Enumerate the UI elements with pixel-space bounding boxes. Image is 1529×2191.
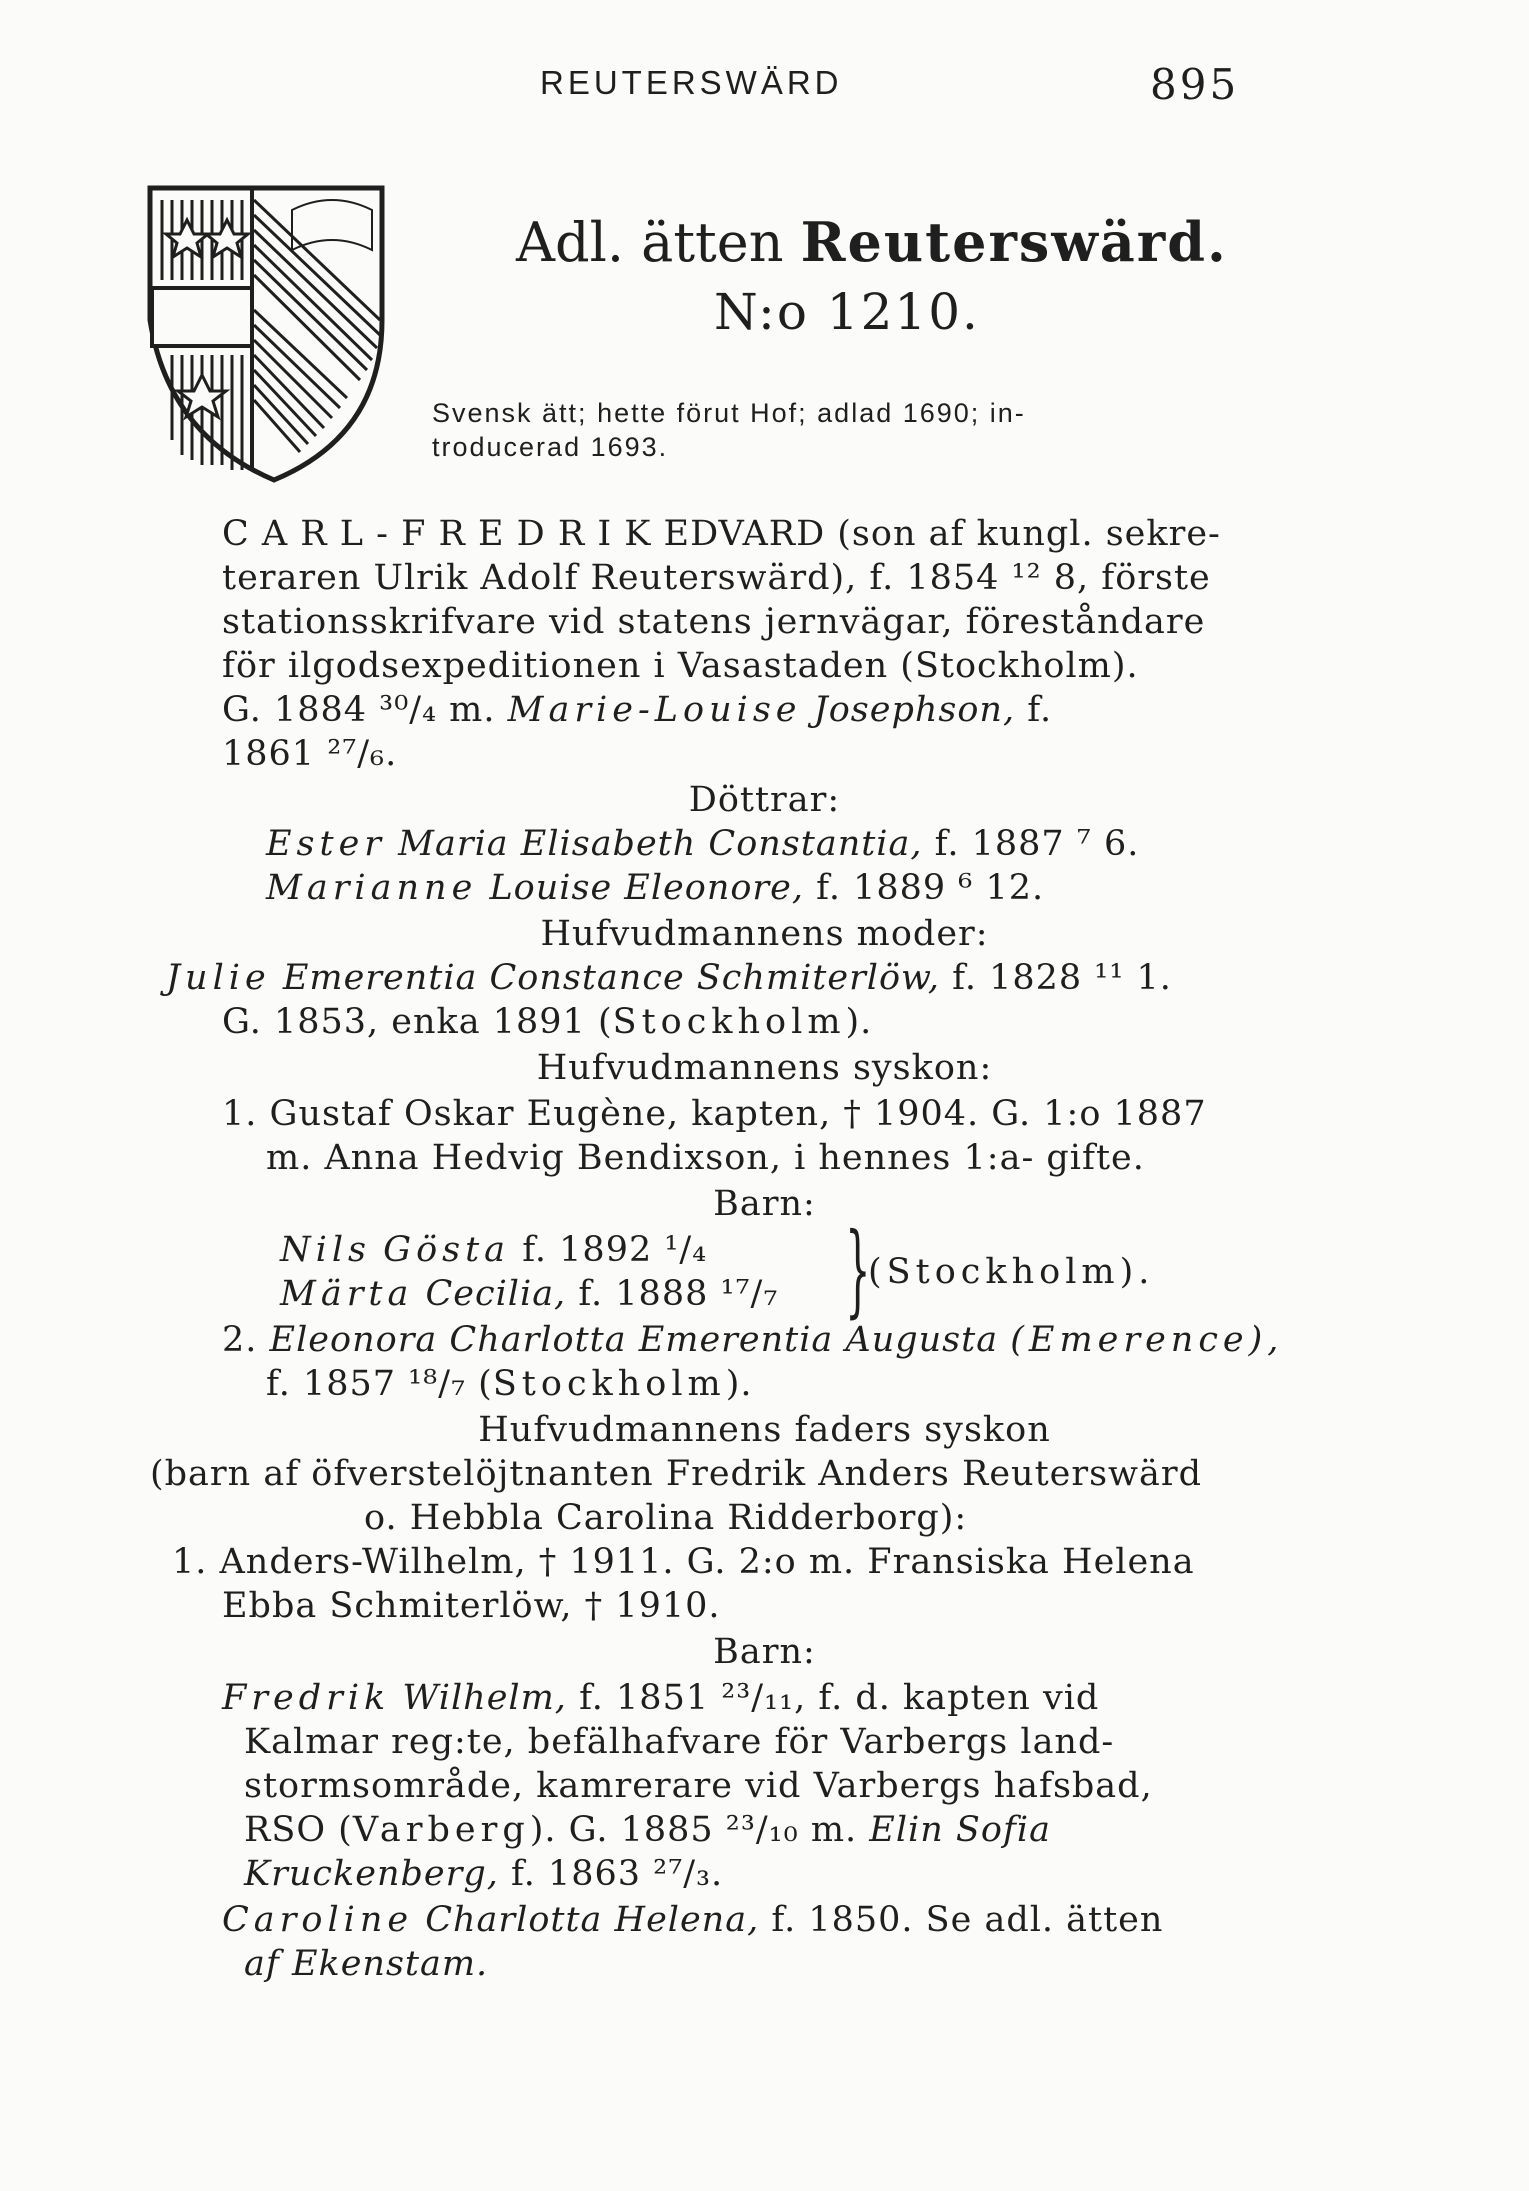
family-number: N:o 1210.: [714, 283, 980, 341]
text-span: f. 1857 ¹⁸/₇ (: [266, 1364, 493, 1404]
family-name: Reuterswärd.: [800, 210, 1228, 274]
text-span: ).: [845, 1002, 873, 1042]
origin-note: [432, 396, 1262, 464]
page-number: 895: [1150, 60, 1240, 109]
text-span: Julie: [166, 958, 271, 998]
text-span: G. 1884 ³⁰/₄ m.: [222, 690, 496, 730]
text-line: stationsskrifvare vid statens jernvägar, föreståndare: [222, 602, 1206, 642]
text-span: Louise Eleonore,: [489, 868, 804, 908]
text-line: [222, 1676, 1099, 1720]
text-span: Marianne: [266, 868, 478, 908]
text-span: G. 1853, enka 1891 (: [222, 1002, 613, 1042]
text-span: f. 1892 ¹/₄: [522, 1230, 708, 1270]
text-line: [166, 956, 1172, 1000]
text-span: Märta: [280, 1274, 414, 1314]
origin-line: troducerad 1693.: [432, 432, 669, 462]
text-line: [244, 1852, 723, 1896]
section-heading: Hufvudmannens moder:: [540, 914, 989, 954]
text-line: [222, 1898, 1163, 1942]
section-heading: Hufvudmannens faders syskon: [478, 1410, 1051, 1450]
text-span: Maria Elisabeth Constantia,: [398, 824, 923, 864]
text-line: m. Anna Hedvig Bendixson, i hennes 1:a- gifte.: [266, 1138, 1145, 1178]
text-line: Ebba Schmiterlöw, † 1910.: [222, 1586, 721, 1626]
text-line: [266, 822, 1139, 866]
running-title: REUTERSWÄRD: [540, 64, 843, 101]
text-span: f. 1828 ¹¹ 1.: [952, 958, 1172, 998]
text-line: [222, 1318, 1283, 1362]
section-heading: Barn:: [713, 1632, 816, 1672]
text-line: o. Hebbla Carolina Ridderborg):: [364, 1498, 968, 1538]
text-line: [280, 1272, 778, 1316]
text-span: f.: [1027, 690, 1053, 730]
text-line: C A R L - F R E D R I K EDVARD (son af kungl. sekre-: [222, 514, 1221, 554]
text-span: Emerentia Constance Schmiterlöw,: [282, 958, 940, 998]
coat-of-arms-icon: [132, 170, 410, 488]
text-span: Eleonora Charlotta Emerentia: [269, 1320, 834, 1360]
text-line: (Stockholm).: [868, 1252, 1155, 1292]
text-line: [266, 1362, 753, 1406]
text-line: (barn af öfverstelöjtnanten Fredrik Anders Reuterswärd: [150, 1454, 1203, 1494]
text-span: Josephson,: [813, 690, 1016, 730]
text-span: Charlotta Helena,: [425, 1900, 760, 1940]
text-span: Cecilia,: [425, 1274, 567, 1314]
text-span: Elin: [869, 1810, 944, 1850]
family-title: [516, 210, 1228, 274]
text-span: ).: [725, 1364, 753, 1404]
text-line: [222, 688, 1052, 732]
text-span: f. 1887 ⁷ 6.: [934, 824, 1140, 864]
section-heading: Döttrar:: [688, 780, 841, 820]
text-span: 2.: [222, 1320, 258, 1360]
brace-icon: }: [845, 1211, 871, 1328]
text-span: Augusta: [845, 1320, 999, 1360]
text-line: teraren Ulrik Adolf Reuterswärd), f. 1854 ¹² 8, förste: [222, 558, 1211, 598]
text-span: Kruckenberg,: [244, 1854, 499, 1894]
text-span: f. 1888 ¹⁷/₇: [578, 1274, 779, 1314]
text-span: Wilhelm,: [402, 1678, 567, 1718]
text-span: Stockholm: [492, 1364, 726, 1404]
text-span: Varberg: [352, 1810, 530, 1850]
text-line: 1. Anders-Wilhelm, † 1911. G. 2:o m. Fransiska Helena: [172, 1542, 1195, 1582]
text-span: Nils: [280, 1230, 371, 1270]
section-heading: Barn:: [713, 1184, 816, 1224]
text-span: RSO (: [244, 1810, 353, 1850]
text-span: Fredrik: [222, 1678, 391, 1718]
text-line: 1861 ²⁷/₆.: [222, 734, 398, 774]
text-span: Gösta: [383, 1230, 511, 1270]
text-line: [266, 866, 1044, 910]
text-line: 1. Gustaf Oskar Eugène, kapten, † 1904. G. 1:o 1887: [222, 1094, 1207, 1134]
title-prefix: Adl. ätten: [516, 211, 784, 274]
text-line: [280, 1228, 707, 1272]
text-line: af Ekenstam.: [244, 1944, 489, 1984]
text-line: Kalmar reg:te, befälhafvare för Varbergs land-: [244, 1722, 1115, 1762]
text-span: f. 1850. Se adl. ätten: [771, 1900, 1164, 1940]
text-line: för ilgodsexpeditionen i Vasastaden (Stockholm).: [222, 646, 1139, 686]
text-span: f. 1851 ²³/₁₁, f. d. kapten vid: [579, 1678, 1100, 1718]
text-line: [244, 1808, 1051, 1852]
text-span: f. 1889 ⁶ 12.: [816, 868, 1045, 908]
section-heading: Hufvudmannens syskon:: [536, 1048, 993, 1088]
text-span: Sofia: [955, 1810, 1051, 1850]
text-span: Caroline: [222, 1900, 414, 1940]
text-span: Stockholm: [612, 1002, 846, 1042]
text-line: stormsområde, kamrerare vid Varbergs hafsbad,: [244, 1766, 1153, 1806]
text-line: [222, 1000, 872, 1044]
text-span: f. 1863 ²⁷/₃.: [511, 1854, 724, 1894]
running-head: [0, 60, 1529, 114]
text-span: ). G. 1885 ²³/₁₀ m.: [529, 1810, 858, 1850]
origin-line: Svensk ätt; hette förut Hof; adlad 1690; in-: [432, 398, 1026, 428]
text-span: Marie-Louise: [507, 690, 802, 730]
text-span: (Emerence),: [1010, 1320, 1284, 1360]
text-span: Ester: [266, 824, 387, 864]
